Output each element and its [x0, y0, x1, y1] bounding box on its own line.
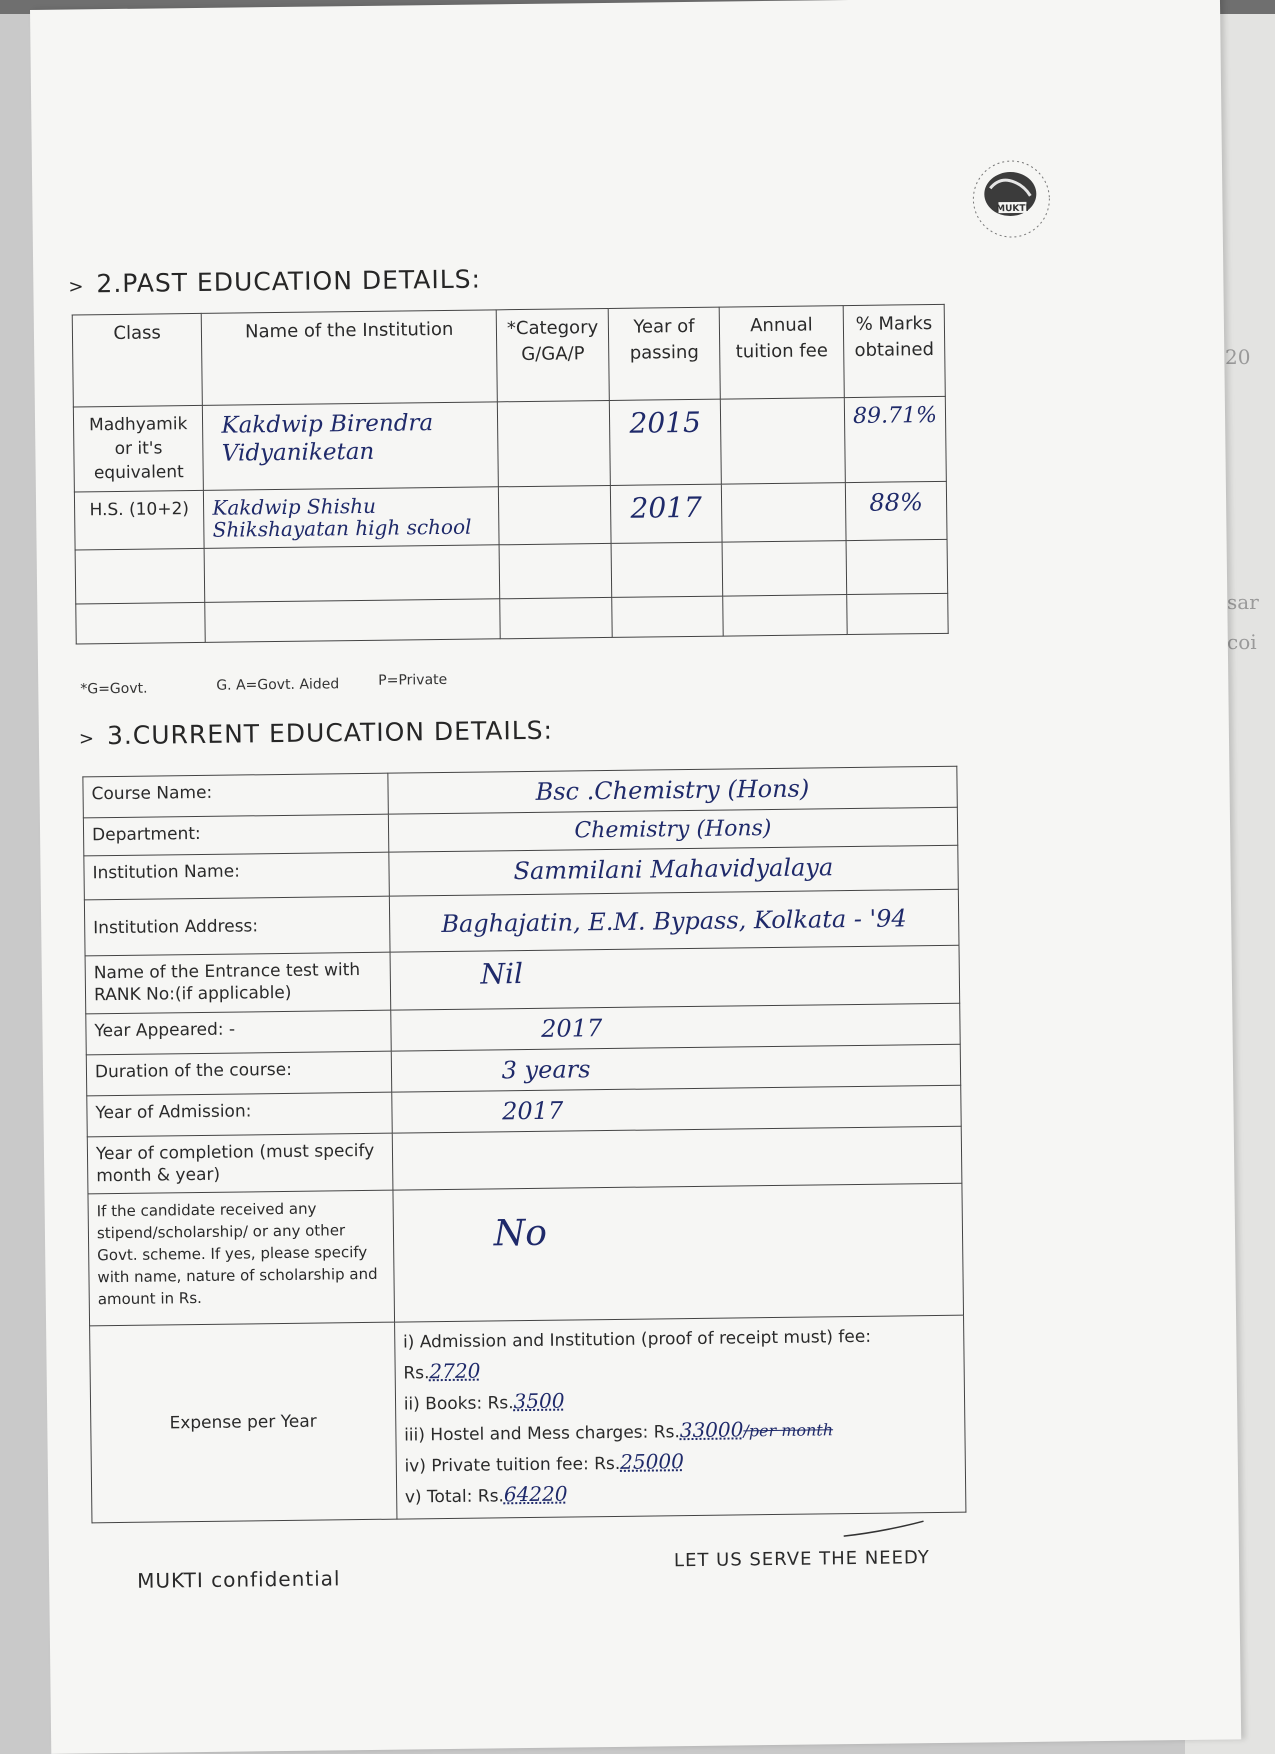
scholarship-label: If the candidate received any stipend/scholarship/ or any other Govt. scheme. If yes, please specify with name, nature of scholarship and amount in Rs.	[88, 1190, 394, 1326]
course-name-label: Course Name:	[83, 773, 388, 818]
duration-value: 3 years	[391, 1044, 961, 1092]
col-header-year: Year of passing	[608, 307, 720, 400]
col-header-category: *Category G/GA/P	[496, 308, 609, 401]
marks-cell: 88%	[845, 481, 947, 540]
total-line	[405, 1475, 958, 1513]
year-cell	[612, 596, 723, 637]
logo-name: MUKTI	[996, 203, 1029, 215]
total-label: v) Total: Rs.	[404, 1486, 505, 1508]
institution-cell	[204, 545, 500, 603]
margin-mark: sar	[1227, 590, 1259, 614]
past-education-table	[72, 304, 949, 645]
expense-label: Expense per Year	[90, 1322, 397, 1523]
department-value: Chemistry (Hons)	[388, 807, 958, 852]
books-value: 3500	[513, 1388, 565, 1414]
table-row	[90, 1315, 966, 1523]
section3-title: > 3.CURRENT EDUCATION DETAILS:	[78, 715, 554, 751]
hostel-value: 33000	[679, 1417, 744, 1443]
admission-fee-value: 2720	[429, 1358, 481, 1384]
col-header-fee: Annual tuition fee	[719, 306, 844, 400]
duration-label: Duration of the course:	[86, 1051, 391, 1096]
hostel-label: iii) Hostel and Mess charges: Rs.	[404, 1422, 680, 1446]
footer-tagline: LET US SERVE THE NEEDY	[673, 1547, 930, 1572]
admission-fee-prefix: Rs.	[403, 1363, 430, 1384]
table-row	[85, 945, 960, 1014]
year-cell	[611, 542, 723, 597]
class-cell	[75, 548, 205, 604]
expense-details	[394, 1315, 966, 1519]
table-row	[87, 1126, 962, 1194]
tuition-value: 25000	[620, 1449, 684, 1474]
total-value: 64220	[503, 1481, 568, 1507]
institution-name-label: Institution Name:	[84, 852, 389, 900]
year-admission-label: Year of Admission:	[87, 1092, 392, 1137]
institution-name-value: Sammilani Mahavidyalaya	[389, 845, 959, 896]
class-cell: Madhyamik or it's equivalent	[73, 405, 203, 492]
marks-cell	[847, 593, 948, 634]
institution-cell	[205, 599, 500, 643]
col-header-marks: % Marks obtained	[843, 304, 945, 397]
legend-aided: G. A=Govt. Aided	[216, 676, 340, 694]
footer-confidential: MUKTI confidential	[137, 1566, 341, 1593]
col-header-institution: Name of the Institution	[202, 310, 498, 406]
year-appeared-value: 2017	[390, 1003, 960, 1051]
fee-cell	[723, 595, 847, 637]
mukti-logo	[970, 158, 1053, 241]
marks-cell	[846, 539, 948, 594]
current-education-table	[82, 766, 966, 1524]
hostel-struck-text: /per month	[743, 1420, 834, 1441]
year-cell: 2015	[609, 399, 721, 485]
year-appeared-label: Year Appeared: -	[86, 1010, 391, 1055]
fee-cell	[720, 398, 845, 485]
category-cell	[498, 400, 611, 486]
class-cell	[76, 602, 206, 644]
books-label: ii) Books: Rs.	[403, 1393, 514, 1415]
entrance-test-value: Nil	[390, 945, 960, 1010]
marks-cell: 89.71%	[844, 396, 946, 482]
margin-mark: coi	[1227, 630, 1257, 654]
institution-address-label: Institution Address:	[84, 896, 389, 956]
scholarship-value: No	[393, 1183, 964, 1322]
department-label: Department:	[83, 814, 388, 856]
table-row	[73, 396, 946, 492]
margin-mark: 20	[1225, 345, 1251, 369]
table-row	[88, 1183, 964, 1326]
institution-cell: Kakdwip Shishu Shikshayatan high school	[204, 487, 500, 549]
admission-fee-label: i) Admission and Institution (proof of receipt must) fee:	[402, 1326, 872, 1353]
institution-address-value: Baghajatin, E.M. Bypass, Kolkata - '94	[389, 889, 959, 952]
section2-title: > 2.PAST EDUCATION DETAILS:	[68, 264, 482, 299]
signature-mark	[839, 1519, 929, 1540]
year-cell: 2017	[610, 484, 722, 543]
category-cell	[499, 543, 611, 598]
category-cell	[500, 597, 612, 638]
form-page	[30, 0, 1241, 1754]
year-admission-value: 2017	[391, 1085, 961, 1133]
year-completion-value	[392, 1126, 962, 1190]
category-cell	[499, 485, 612, 544]
col-header-class: Class	[72, 313, 202, 407]
class-cell: H.S. (10+2)	[74, 490, 204, 550]
tuition-label: iv) Private tuition fee: Rs.	[404, 1453, 621, 1477]
fee-cell	[721, 483, 846, 543]
year-completion-label: Year of completion (must specify month & year)	[87, 1133, 392, 1194]
institution-cell: Kakdwip Birendra Vidyaniketan	[203, 402, 499, 491]
table-header-row	[72, 304, 945, 407]
legend-govt: *G=Govt.	[80, 680, 148, 698]
course-name-value: Bsc .Chemistry (Hons)	[388, 766, 958, 814]
entrance-test-label: Name of the Entrance test with RANK No:(if applicable)	[85, 952, 390, 1014]
legend-private: P=Private	[378, 671, 448, 689]
table-row	[74, 481, 947, 550]
fee-cell	[722, 541, 847, 597]
